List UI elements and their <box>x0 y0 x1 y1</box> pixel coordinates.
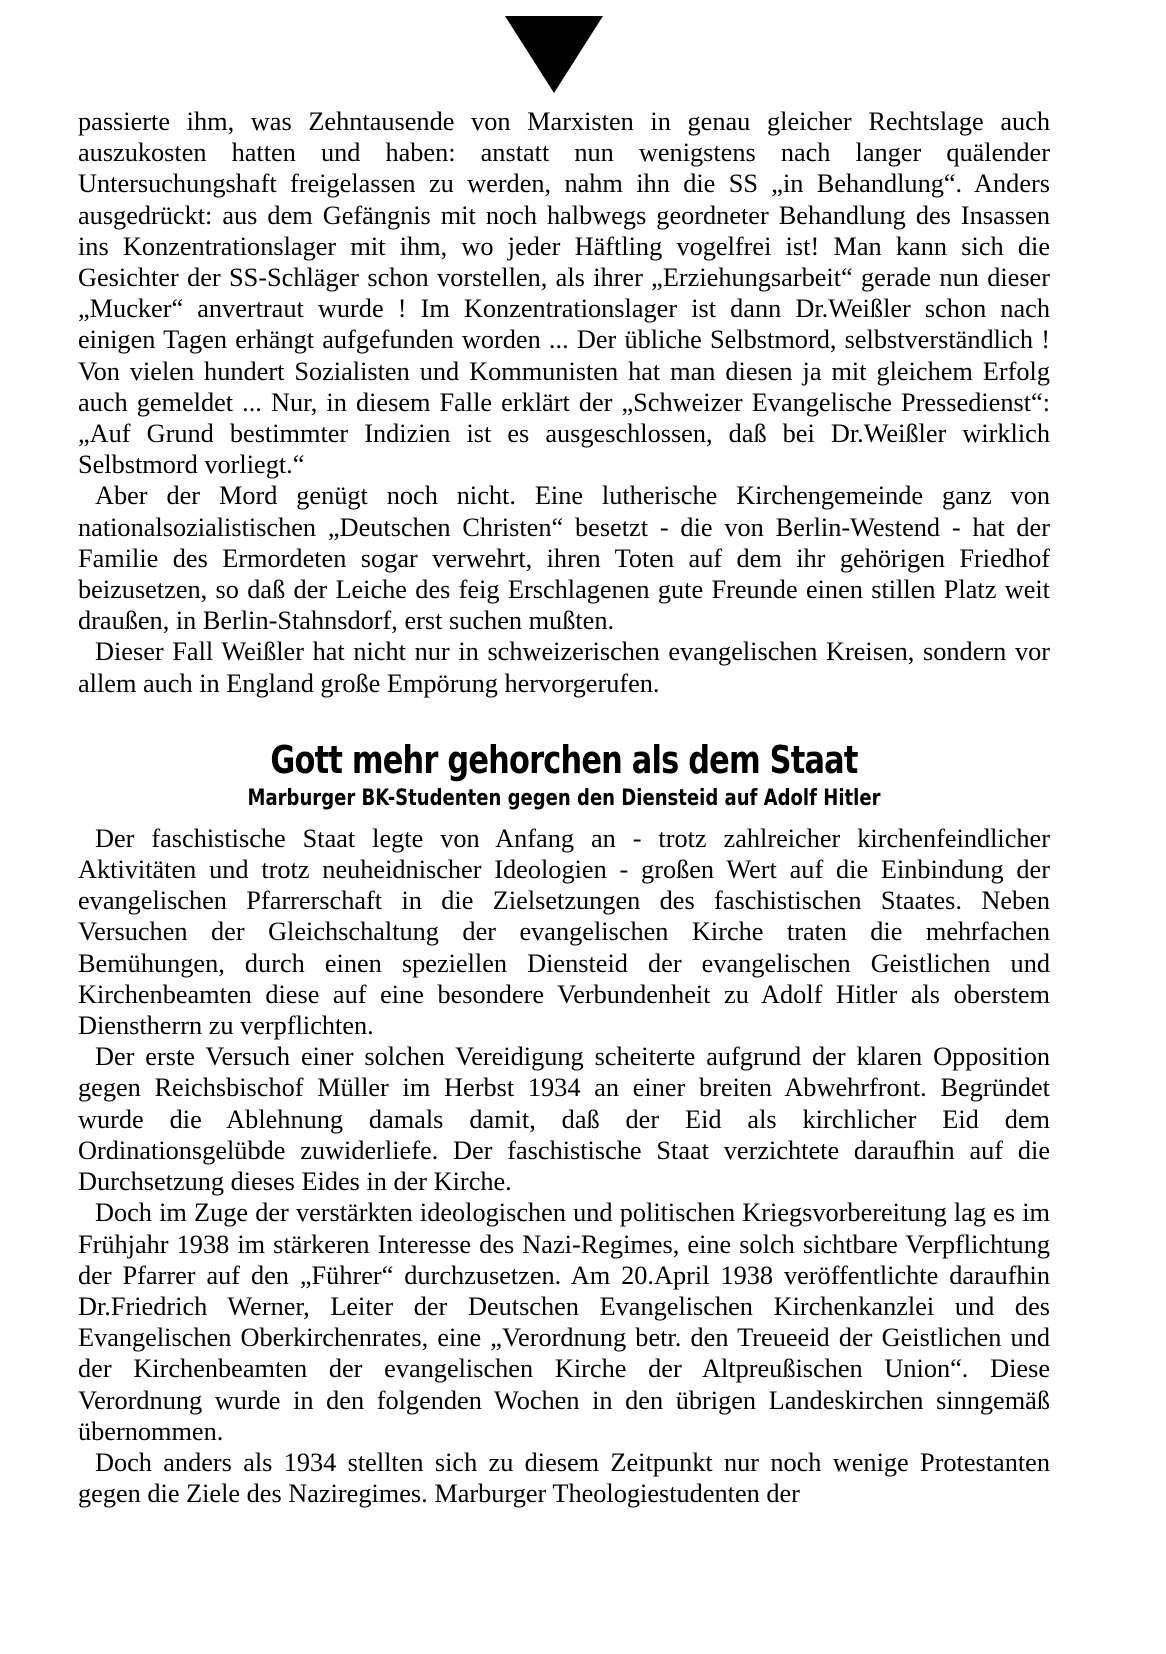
body-paragraph: Doch anders als 1934 stellten sich zu diesem Zeitpunkt nur noch wenige Protestanten gegen die Ziele des Naziregimes. Marburger Theologiestudenten der <box>78 1447 1050 1509</box>
body-paragraph: Aber der Mord genügt noch nicht. Eine lutherische Kirchengemeinde ganz von nationalsozialistischen „Deutschen Christen“ besetzt - die von Berlin-Westend - hat der Familie des Ermordeten sogar verwehrt, ihren Toten auf dem ihr gehörigen Friedhof beizusetzen, so daß der Leiche des feig Erschlagenen gute Freunde einen stillen Platz weit draußen, in Berlin-Stahnsdorf, erst suchen mußten. <box>78 481 1050 636</box>
document-page <box>78 106 1050 1509</box>
body-paragraph: Der erste Versuch einer solchen Vereidigung scheiterte aufgrund der klaren Opposition gegen Reichsbischof Müller im Herbst 1934 an einer breiten Abwehrfront. Begründet wurde die Ablehnung damals damit, daß der Eid als kirchlicher Eid dem Ordinationsgelübde zuwiderliefe. Der faschistische Staat verzichtete daraufhin auf die Durchsetzung dieses Eides in der Kirche. <box>78 1042 1050 1197</box>
section-heading: Gott mehr gehorchen als dem Staat <box>270 737 858 782</box>
body-paragraph: Dieser Fall Weißler hat nicht nur in schweizerischen evangelischen Kreisen, sondern vor allem auch in England große Empörung hervorgerufen. <box>78 637 1050 698</box>
section-subheading: Marburger BK-Studenten gegen den Diensteid auf Adolf Hitler <box>247 785 881 811</box>
triangle-marker-icon <box>505 16 603 93</box>
body-paragraph: passierte ihm, was Zehntausende von Marxisten in genau gleicher Rechtslage auch auszukosten hatten und haben: anstatt nun wenigstens nach langer quälender Untersuchungshaft freigelassen zu werden, nahm ihn die SS „in Behandlung“. Anders ausgedrückt: aus dem Gefängnis mit noch halbwegs geordneter Behandlung des Insassen ins Konzentrationslager mit ihm, wo jeder Häftling vogelfrei ist! Man kann sich die Gesichter der SS-Schläger schon vorstellen, als ihrer „Erziehungsarbeit“ gerade nun dieser „Mucker“ anvertraut wurde ! Im Konzentrationslager ist dann Dr.Weißler schon nach einigen Tagen erhängt aufgefunden worden ... Der übliche Selbstmord, selbstverständlich ! Von vielen hundert Sozialisten und Kommunisten hat man diesen ja mit gleichem Erfolg auch gemeldet ... Nur, in diesem Falle erklärt der „Schweizer Evangelische Pressedienst“: „Auf Grund bestimmter Indizien ist es ausgeschlossen, daß bei Dr.Weißler wirklich Selbstmord vorliegt.“ <box>78 107 1050 480</box>
body-paragraph: Doch im Zuge der verstärkten ideologischen und politischen Kriegsvorbereitung lag es im Frühjahr 1938 im stärkeren Interesse des Nazi-Regimes, eine solch sichtbare Verpflichtung der Pfarrer auf den „Führer“ durchzusetzen. Am 20.April 1938 veröffentlichte daraufhin Dr.Friedrich Werner, Leiter der Deutschen Evangelischen Kirchenkanzlei und des Evangelischen Oberkirchenrates, eine „Verordnung betr. den Treueeid der Geistlichen und der Kirchenbeamten der evangelischen Kirche der Altpreußischen Union“. Diese Verordnung wurde in den folgenden Wochen in den übrigen Landeskirchen sinngemäß übernommen. <box>78 1198 1050 1446</box>
body-paragraph: Der faschistische Staat legte von Anfang an - trotz zahlreicher kirchenfeindlicher Aktivitäten und trotz neuheidnischer Ideologien - großen Wert auf die Einbindung der evangelischen Pfarrerschaft in die Zielsetzungen des faschistischen Staates. Neben Versuchen der Gleichschaltung der evangelischen Kirche traten die mehrfachen Bemühungen, durch einen speziellen Diensteid der evangelischen Geistlichen und Kirchenbeamten diese auf eine besondere Verbundenheit zu Adolf Hitler als oberstem Dienstherrn zu verpflichten. <box>78 823 1050 1041</box>
